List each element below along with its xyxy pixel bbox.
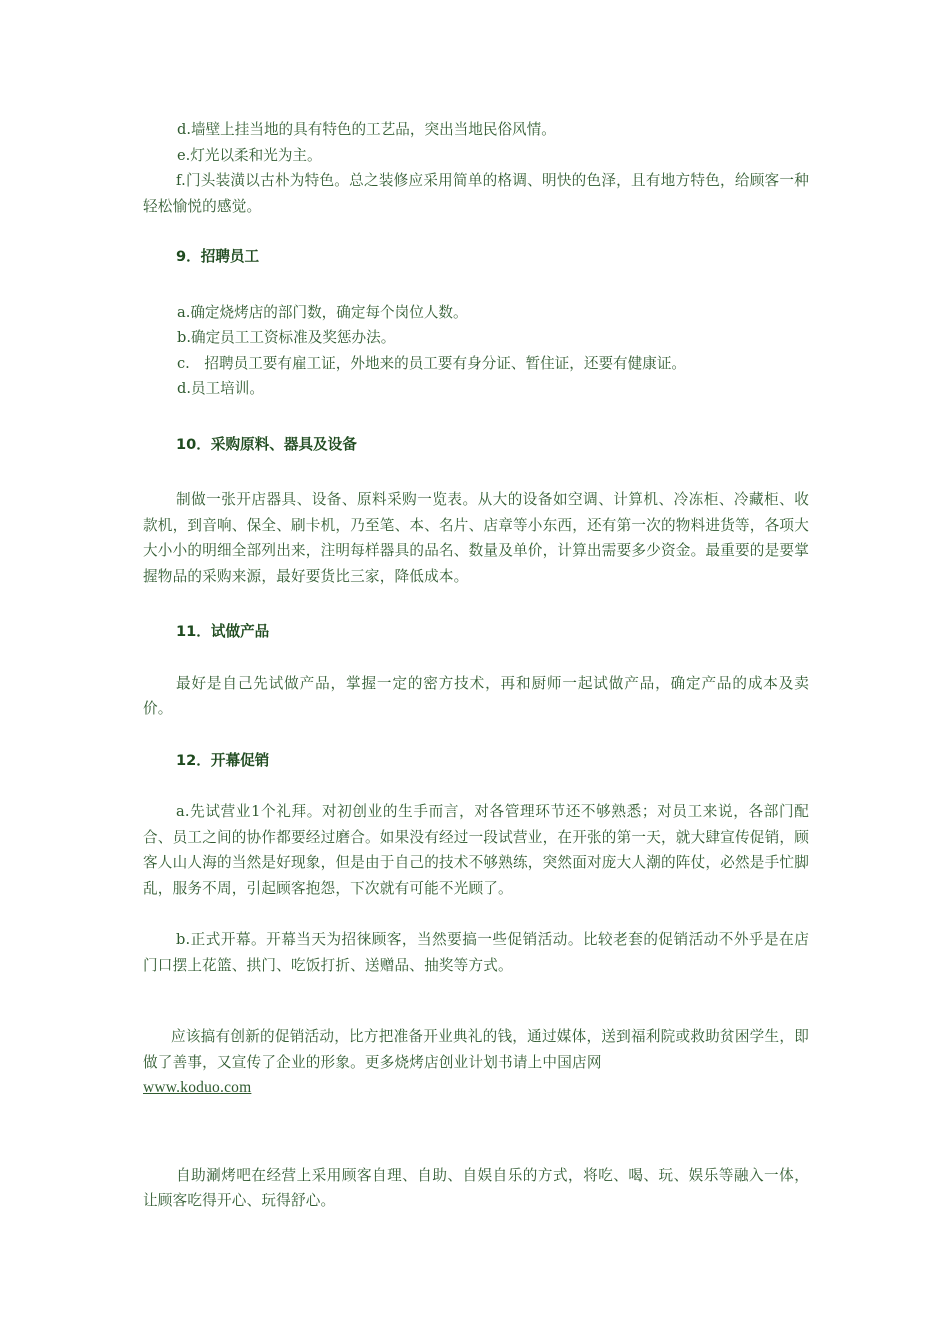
section-heading-trial: 11．试做产品 [176,623,270,640]
list-item: c. 招聘员工要有雇工证，外地来的员工要有身分证、暂住证，还要有健康证。 [177,354,687,372]
document-page [143,117,809,1214]
list-item: b.确定员工工资标准及奖惩办法。 [177,329,396,346]
section-heading-recruit: 9．招聘员工 [176,248,260,265]
paragraph: 制做一张开店器具、设备、原料采购一览表。从大的设备如空调、计算机、冷冻柜、冷藏柜、收款机，到音响、保全、刷卡机，乃至笔、本、名片、店章等小东西，还有第一次的物料进货等，各项大大小小的明细全部列出来，注明每样器具的品名、数量及单价，计算出需要多少资金。最重要的是要掌握物品的采购来源，最好要货比三家，降低成本。 [143,491,809,585]
list-item: a.确定烧烤店的部门数，确定每个岗位人数。 [177,303,468,321]
closing-text: 应该搞有创新的促销活动，比方把准备开业典礼的钱，通过媒体，送到福利院或救助贫困学生，即做了善事，又宣传了企业的形象。更多烧烤店创业计划书请上中国店网 [143,1028,809,1071]
site-link[interactable]: www.koduo.com [143,1079,252,1096]
paragraph: b.正式开幕。开幕当天为招徕顾客，当然要搞一些促销活动。比较老套的促销活动不外乎是在店门口摆上花篮、拱门、吃饭打折、送赠品、抽奖等方式。 [143,931,809,974]
paragraph: 最好是自己先试做产品，掌握一定的密方技术，再和厨师一起试做产品，确定产品的成本及卖价。 [143,674,809,717]
list-item: f.门头装潢以古朴为特色。总之装修应采用简单的格调、明快的色泽，且有地方特色，给顾客一种轻松愉悦的感觉。 [143,172,809,215]
section-heading-purchase: 10．采购原料、器具及设备 [176,435,357,453]
paragraph: a.先试营业1个礼拜。对初创业的生手而言，对各管理环节还不够熟悉；对员工来说，各部门配合、员工之间的协作都要经过磨合。如果没有经过一段试营业，在开张的第一天，就大肆宣传促销，顾客人山人海的当然是好现象，但是由于自己的技术不够熟练，突然面对庞大人潮的阵仗，必然是手忙脚乱，服务不周，引起顾客抱怨，下次就有可能不光顾了。 [143,803,809,897]
paragraph: 自助涮烤吧在经营上采用顾客自理、自助、自娱自乐的方式，将吃、喝、玩、娱乐等融入一体，让顾客吃得开心、玩得舒心。 [143,1166,809,1209]
list-item: d.员工培训。 [177,380,264,397]
list-item: d.墙壁上挂当地的具有特色的工艺品，突出当地民俗风情。 [177,121,556,138]
section-heading-opening: 12．开幕促销 [176,751,270,769]
closing-paragraph [143,1024,809,1101]
list-item: e.灯光以柔和光为主。 [177,146,322,164]
